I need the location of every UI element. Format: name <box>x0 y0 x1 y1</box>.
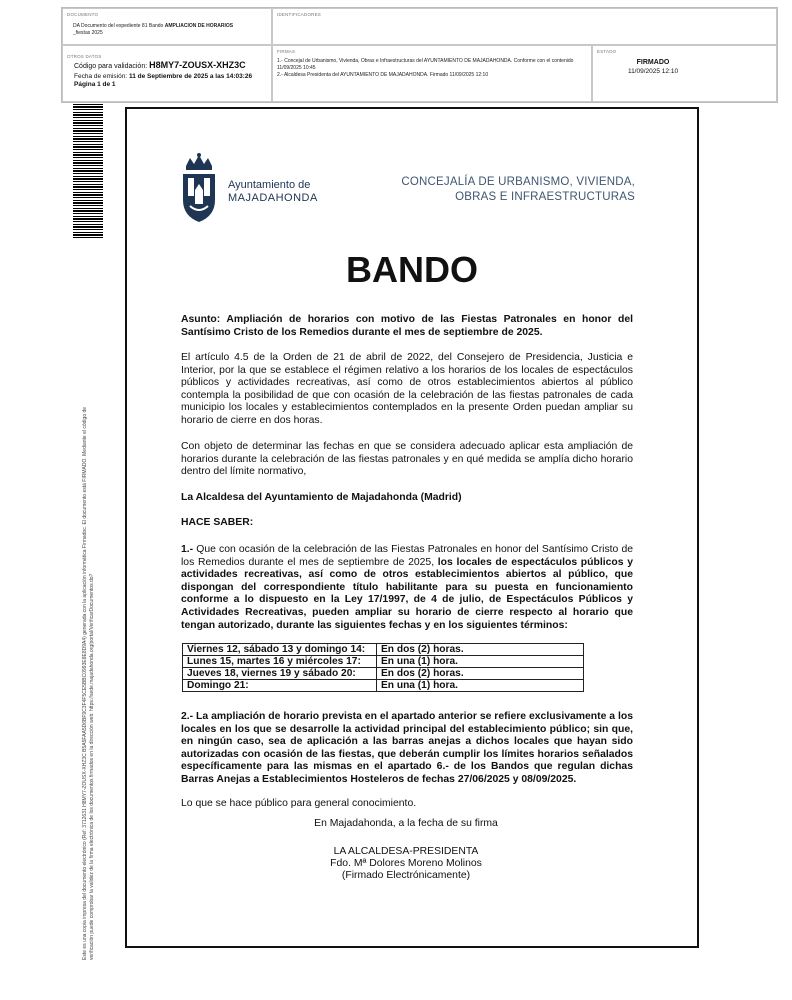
documento-value: DA Documento del expediente 81 Bando AMPLIACION DE HORARIOS _fiestas 2025 <box>73 23 234 36</box>
documento-cell <box>62 8 272 45</box>
schedule-extension: En una (1) hora. <box>377 680 584 692</box>
signature-block <box>240 846 572 882</box>
codigo-validacion: Código para validación: H8MY7-ZOUSX-XHZ3C <box>74 60 246 70</box>
paragraph-2: Con objeto de determinar las fechas en que se considera adecuado aplicar esta ampliación de horarios durante la celebración de las fiestas patronales y en qué medida se amplía dicho horario dentro del límite normativo, <box>181 441 633 478</box>
estado-cell <box>592 45 777 102</box>
otros-datos-cell <box>62 45 272 102</box>
table-row <box>183 656 584 668</box>
schedule-dates: Lunes 15, martes 16 y miércoles 17: <box>183 656 377 668</box>
firma-2: 2.- Alcaldesa Presidenta del AYUNTAMIENTO DE MAJADAHONDA. Firmado 11/09/2025 12:10 <box>277 72 489 78</box>
place-date-line: En Majadahonda, a la fecha de su firma <box>314 818 498 829</box>
asunto: Asunto: Ampliación de horarios con motivo de las Fiestas Patronales en honor del Santísimo Cristo de los Remedios durante el mes de septiembre de 2025. <box>181 314 633 338</box>
schedule-extension: En una (1) hora. <box>377 656 584 668</box>
schedule-dates: Jueves 18, viernes 19 y sábado 20: <box>183 668 377 680</box>
identificadores-cell <box>272 8 777 45</box>
barcode-image <box>73 104 103 240</box>
ayuntamiento-logo-text: Ayuntamiento de MAJADAHONDA <box>228 179 318 204</box>
identificadores-label: IDENTIFICADORES <box>277 12 322 17</box>
signature-name: Fdo. Mª Dolores Moreno Molinos <box>330 858 482 869</box>
schedule-extension: En dos (2) horas. <box>377 644 584 656</box>
coat-of-arms-icon <box>178 152 220 224</box>
firmas-label: FIRMAS <box>277 49 296 54</box>
firma-1: 1.- Concejal de Urbanismo, Vivienda, Obras e Infraestructuras del AYUNTAMIENTO DE MAJADAHONDA. Conforme con el contenido 11/09/2025 10:45 <box>277 58 574 71</box>
paragraph-1: El artículo 4.5 de la Orden de 21 de abril de 2022, del Consejero de Presidencia, Justicia e Interior, por la que se establece el régimen relativo a los horarios de los locales de espectáculos públicos y actividades recreativas, así como de otros establecimientos abiertos al público contempla la posibilidad de que con ocasión de la celebración de las fiestas patronales de cada municipio los locales y establecimientos contemplados en la presente Orden puedan ampliar su horario de cierre en dos horas. <box>181 352 633 426</box>
documento-label: DOCUMENTO <box>67 12 99 17</box>
verification-side-text: Este es una copia impresa del documento electrónico (Ref: 3712631 H8MY7-ZOUSX-XHZ3C B5A5FAA5D6BF9C3F4F5CE5BBC0993E8E8D9A4) generada con la aplicación informática Firmadoc. El documento está FIRMADO. Mediante el código de verificación puede comprobar la validez de la firma electrónica de los documentos firmados en la dirección web: https://sede.majadahonda.org/portal/VerificarDocumentos.do? <box>82 406 95 960</box>
pagina-count: Página 1 de 1 <box>74 81 116 88</box>
firmas-cell <box>272 45 592 102</box>
schedule-dates: Viernes 12, sábado 13 y domingo 14: <box>183 644 377 656</box>
schedule-dates: Domingo 21: <box>183 680 377 692</box>
schedule-extension: En dos (2) horas. <box>377 668 584 680</box>
estado-label: ESTADO <box>597 49 617 54</box>
item-1: 1.- Que con ocasión de la celebración de las Fiestas Patronales en honor del Santísimo Cristo de los Remedios durante el mes de septiembre de 2025, los locales de espectáculos públicos y actividades recreativas, así como de otros establecimientos abiertos al público, que dispongan del correspondiente título habilitante para su puesta en funcionamiento conforme a lo dispuesto en la Ley 17/1997, de 4 de julio, de Espectáculos Públicos y Actividades Recreativas, pueden ampliar su horario de cierre respecto al horario que tengan autorizado, durante las siguientes fechas y en los siguientes términos: <box>181 544 633 631</box>
document-title: BANDO <box>346 249 478 290</box>
table-row <box>183 668 584 680</box>
concejalia-heading: CONCEJALÍA DE URBANISMO, VIVIENDA, OBRAS E INFRAESTRUCTURAS <box>401 176 635 203</box>
signature-role: LA ALCALDESA-PRESIDENTA <box>333 846 479 857</box>
signature-note: (Firmado Electrónicamente) <box>341 870 471 881</box>
estado-value: FIRMADO <box>636 59 670 66</box>
closing-line: Lo que se hace público para general conocimiento. <box>181 798 417 809</box>
table-row <box>183 644 584 656</box>
estado-date: 11/09/2025 12:10 <box>627 68 679 75</box>
fecha-emision: Fecha de emisión: 11 de Septiembre de 2025 a las 14:03:26 <box>74 73 253 80</box>
hace-saber: HACE SABER: <box>181 517 254 528</box>
validation-header <box>61 7 778 103</box>
alcaldesa-line: La Alcaldesa del Ayuntamiento de Majadahonda (Madrid) <box>181 492 462 503</box>
otros-datos-label: OTROS DATOS <box>67 54 102 59</box>
table-row <box>183 680 584 692</box>
item-2: 2.- La ampliación de horario prevista en el apartado anterior se refiere exclusivamente a los locales en los que se desarrolle la actividad principal del establecimiento público; sin que, en ningún caso, sea de aplicación a las barras anejas a dichos locales que hayan sido autorizadas con ocasión de las fiestas, que deberán cumplir los límites horarios señalados específicamente para las mismas en el apartado 6.- de los Bandos que regulan dichas Barras Anejas a Establecimientos Hosteleros de fechas 27/06/2025 y 08/09/2025. <box>181 711 633 785</box>
schedule-table <box>182 643 584 692</box>
